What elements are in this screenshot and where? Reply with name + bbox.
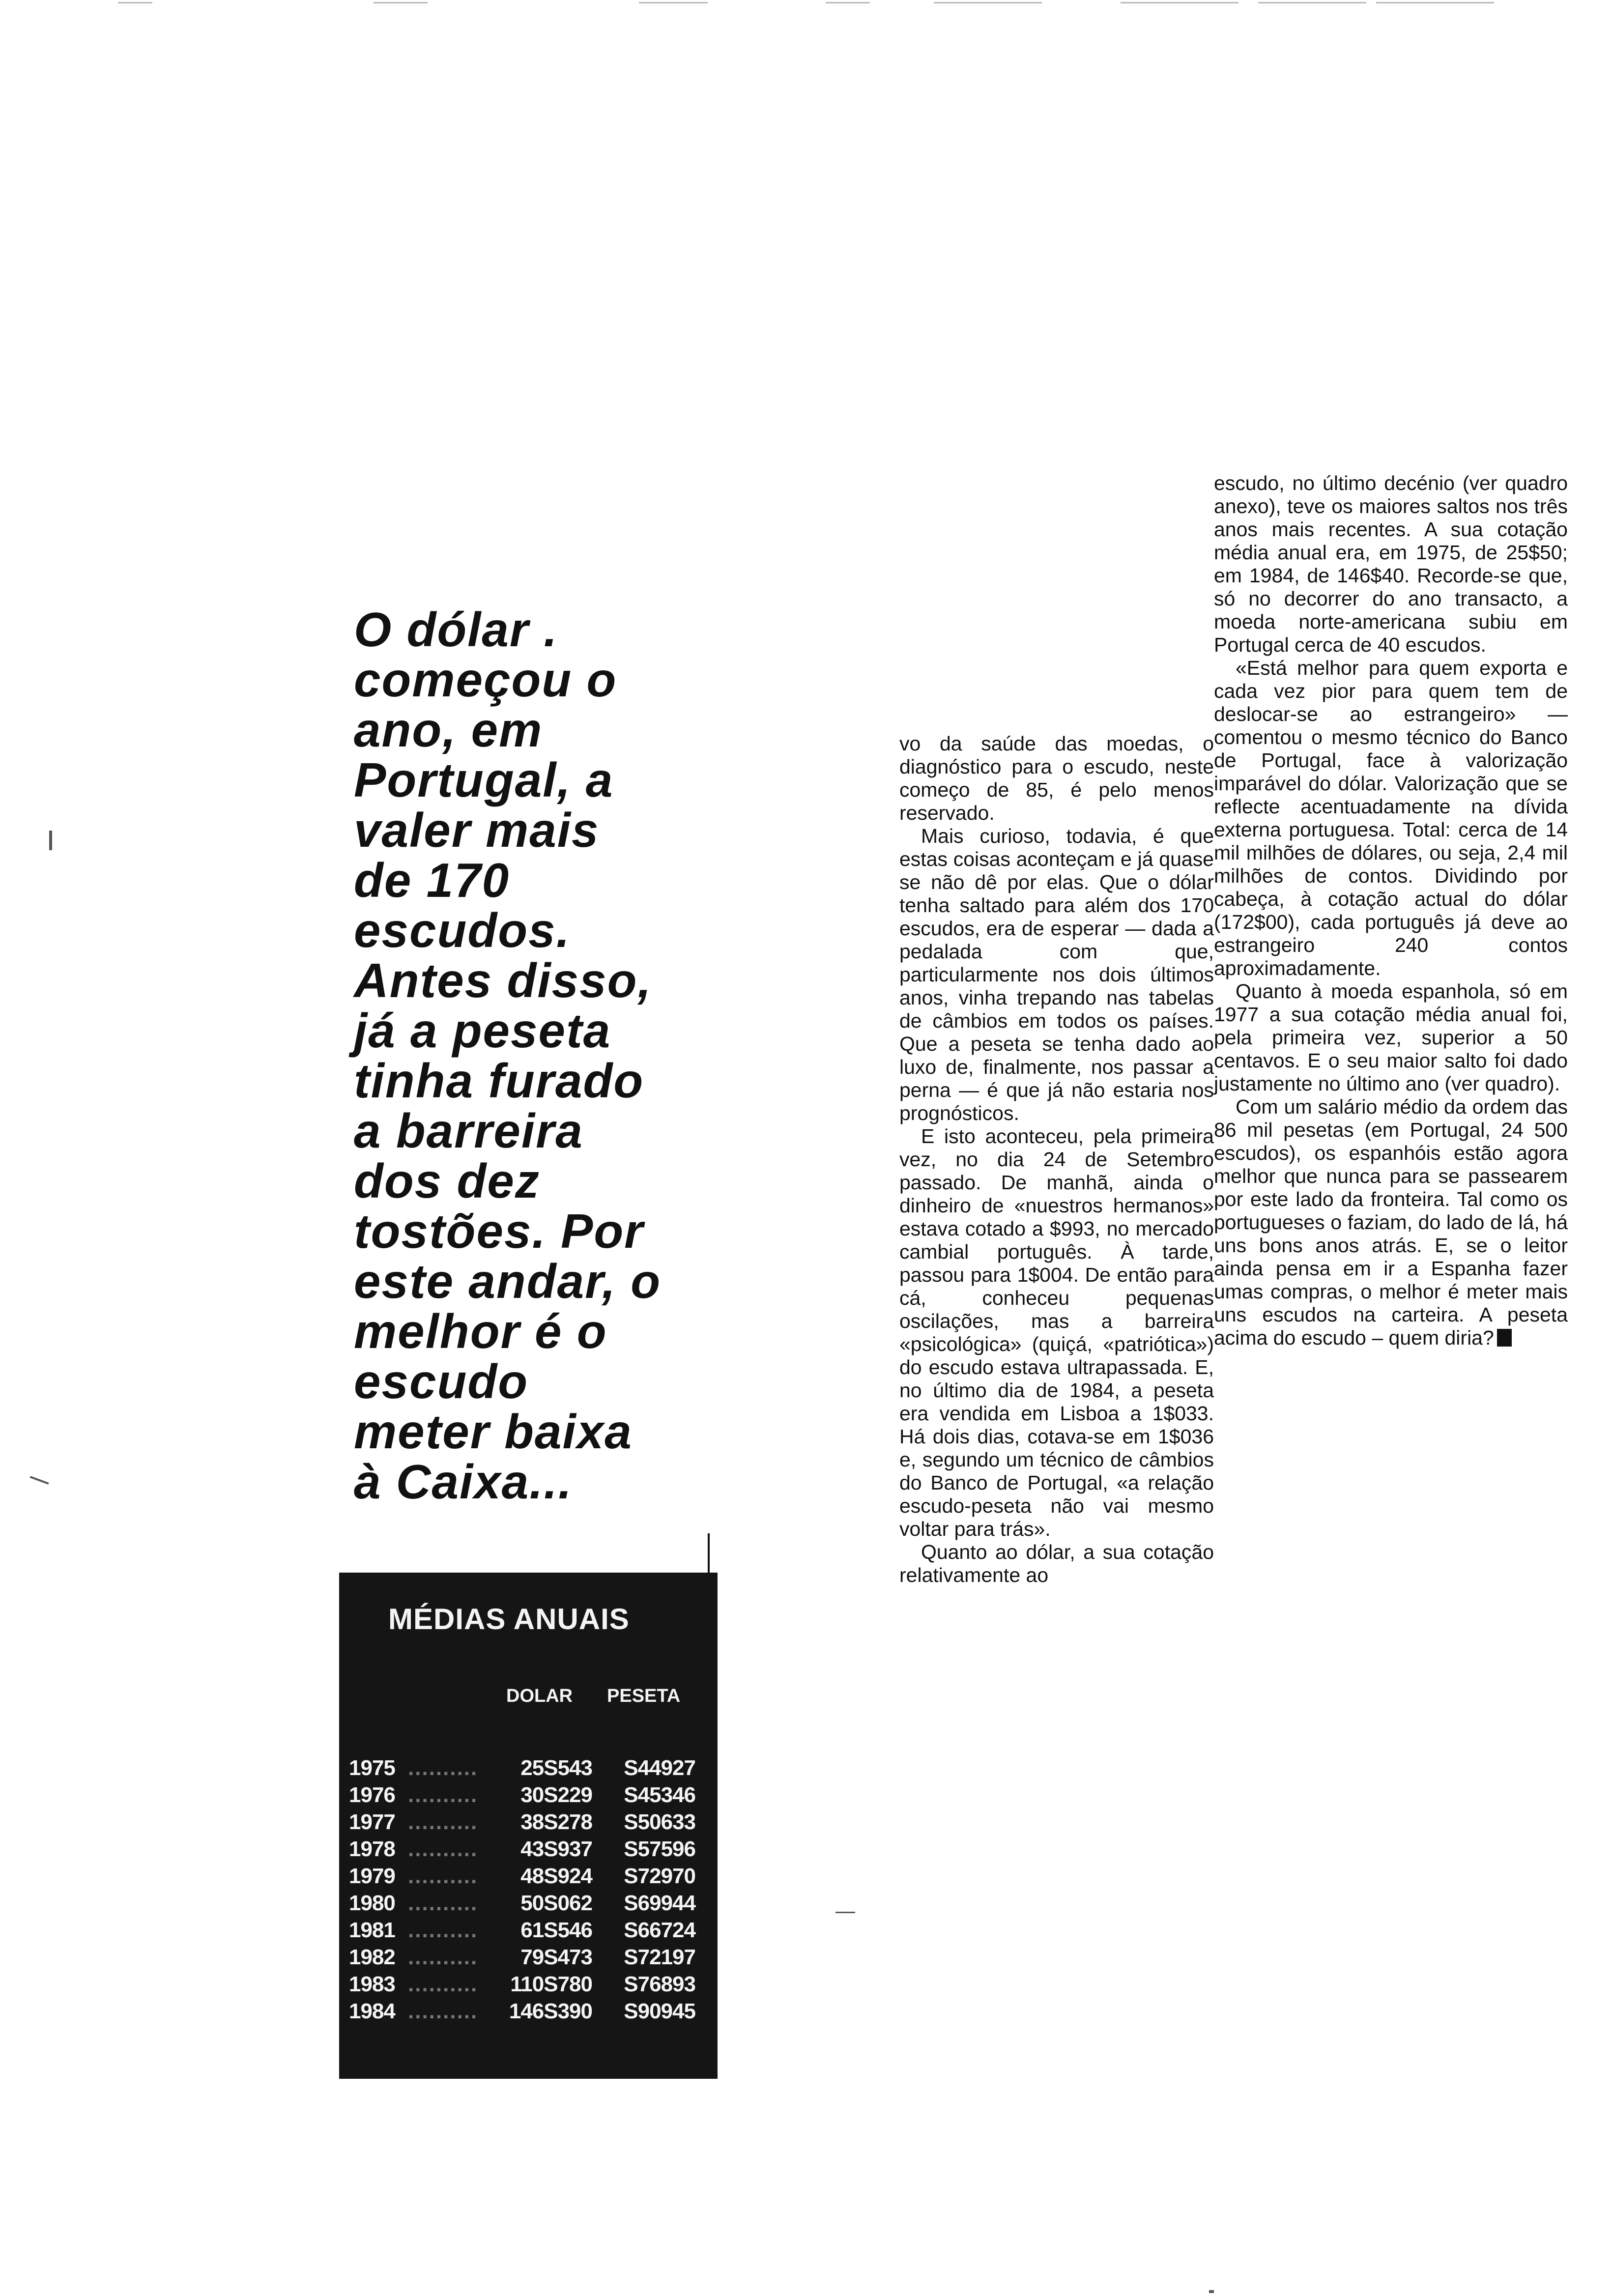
scan-artifact bbox=[639, 2, 708, 3]
pull-quote-line: escudo bbox=[354, 1354, 529, 1408]
table-row bbox=[349, 1944, 708, 1971]
year-cell: 1981 bbox=[349, 1918, 395, 1942]
scan-artifact bbox=[1121, 2, 1238, 3]
year-cell: 1975 bbox=[349, 1756, 395, 1780]
year-cell: 1979 bbox=[349, 1864, 395, 1888]
peseta-cell: S76893 bbox=[624, 1972, 695, 1996]
scan-artifact bbox=[1376, 2, 1494, 3]
scan-artifact bbox=[1258, 2, 1366, 3]
dolar-cell: 146S390 bbox=[509, 1999, 592, 2023]
pull-quote-line: a barreira bbox=[354, 1104, 583, 1158]
table-title: MÉDIAS ANUAIS bbox=[388, 1603, 630, 1636]
pull-quote-line: valer mais bbox=[354, 803, 600, 857]
scan-artifact bbox=[835, 1912, 855, 1913]
scan-artifact bbox=[49, 831, 52, 850]
year-cell: 1983 bbox=[349, 1972, 395, 1996]
pull-quote-line: de 170 bbox=[354, 853, 510, 907]
peseta-cell: S44927 bbox=[624, 1756, 695, 1780]
article-column-right bbox=[1214, 472, 1568, 1349]
table-row bbox=[349, 1890, 708, 1917]
year-cell: 1976 bbox=[349, 1783, 395, 1807]
dolar-cell: 38S278 bbox=[520, 1810, 592, 1834]
pull-quote-line: já a peseta bbox=[354, 1004, 611, 1058]
final-paragraph-text: Com um salário médio da ordem das 86 mil pesetas (em Portugal, 24 500 escudos), os espanhóis estão agora melhor que nunca para se passearem por este lado da fronteira. Tal como os portugueses o faziam, do lado de lá, há uns bons anos atrás. E, se o leitor ainda pensa em ir a Espanha fazer umas compras, o melhor é meter mais uns escudos na carteira. A peseta acima do escudo – quem diria? bbox=[1214, 1095, 1568, 1349]
pull-quote-line: começou o bbox=[354, 653, 617, 707]
pull-quote-line: ano, em bbox=[354, 703, 543, 757]
year-cell: 1980 bbox=[349, 1891, 395, 1915]
table-row bbox=[349, 1917, 708, 1944]
pull-quote-line: meter baixa bbox=[354, 1405, 633, 1459]
pull-quote-line: à Caixa... bbox=[354, 1455, 573, 1509]
table-row bbox=[349, 1971, 708, 1998]
dolar-cell: 79S473 bbox=[520, 1945, 592, 1969]
table-row bbox=[349, 1863, 708, 1890]
peseta-cell: S90945 bbox=[624, 1999, 695, 2023]
leader-dots: .......... bbox=[408, 1864, 478, 1888]
pull-quote-line: melhor é o bbox=[354, 1304, 607, 1358]
end-of-article-mark bbox=[1497, 1329, 1512, 1347]
leader-dots: .......... bbox=[408, 1972, 478, 1996]
pull-quote-line: este andar, o bbox=[354, 1254, 662, 1308]
scan-artifact bbox=[118, 2, 152, 3]
dolar-cell: 110S780 bbox=[510, 1972, 592, 1996]
scan-artifact bbox=[826, 2, 870, 3]
leader-dots: .......... bbox=[408, 1837, 478, 1861]
year-cell: 1984 bbox=[349, 1999, 395, 2023]
table-row bbox=[349, 1998, 708, 2025]
pull-quote-line: O dólar . bbox=[354, 603, 558, 657]
leader-dots: .......... bbox=[408, 1783, 478, 1807]
scan-artifact bbox=[1209, 2290, 1214, 2293]
peseta-cell: S45346 bbox=[624, 1783, 695, 1807]
table-row bbox=[349, 1781, 708, 1808]
leader-dots: .......... bbox=[408, 1891, 478, 1915]
dolar-cell: 61S546 bbox=[520, 1918, 592, 1942]
dolar-cell: 25S543 bbox=[520, 1756, 592, 1780]
year-cell: 1977 bbox=[349, 1810, 395, 1834]
peseta-cell: S50633 bbox=[624, 1810, 695, 1834]
paragraph: «Está melhor para quem exporta e cada vez pior para quem tem de deslocar-se ao estrangeiro» — comentou o mesmo técnico do Banco de Portugal, face à valorização imparável do dólar. Valorização que se reflecte acentuadamente na dívida externa portuguesa. Total: cerca de 14 mil milhões de dólares, ou seja, 2,4 mil milhões de contos. Dividindo por cabeça, à cotação actual do dólar (172$00), cada português já deve ao estrangeiro 240 contos aproximadamente. bbox=[1214, 657, 1568, 979]
table-row bbox=[349, 1836, 708, 1863]
pull-quote-line: Portugal, a bbox=[354, 753, 614, 807]
scan-artifact bbox=[30, 1476, 49, 1484]
paragraph: vo da saúde das moedas, o diagnóstico para o escudo, neste começo de 85, é pelo menos reservado. bbox=[899, 732, 1214, 824]
year-cell: 1982 bbox=[349, 1945, 395, 1969]
peseta-cell: S66724 bbox=[624, 1918, 695, 1942]
paragraph: Quanto à moeda espanhola, só em 1977 a sua cotação média anual foi, pela primeira vez, superior a 50 centavos. E o seu maior salto foi dado justamente no último ano (ver quadro). bbox=[1214, 980, 1568, 1095]
table-row bbox=[349, 1754, 708, 1781]
table-body bbox=[349, 1754, 708, 2025]
paragraph bbox=[1214, 1095, 1568, 1349]
article-column-middle bbox=[899, 732, 1214, 1587]
pull-quote-line: escudos. bbox=[354, 903, 571, 957]
peseta-cell: S72970 bbox=[624, 1864, 695, 1888]
leader-dots: .......... bbox=[408, 1945, 478, 1969]
scan-artifact bbox=[934, 2, 1042, 3]
peseta-cell: S69944 bbox=[624, 1891, 695, 1915]
dolar-cell: 50S062 bbox=[520, 1891, 592, 1915]
peseta-cell: S72197 bbox=[624, 1945, 695, 1969]
leader-dots: .......... bbox=[408, 1999, 478, 2023]
column-header-dolar: DOLAR bbox=[506, 1686, 573, 1706]
paragraph: Mais curioso, todavia, é que estas coisas aconteçam e já quase se não dê por elas. Que o dólar tenha saltado para além dos 170 escudos, era de esperar — dada a pedalada com que, particularmente nos dois últimos anos, vinha trepando nas tabelas de câmbios em todos os países. Que a peseta se tenha dado ao luxo de, finalmente, nos passar a perna — é que já não estaria nos prognósticos. bbox=[899, 825, 1214, 1124]
year-cell: 1978 bbox=[349, 1837, 395, 1861]
table-row bbox=[349, 1808, 708, 1836]
pull-quote bbox=[354, 604, 698, 1507]
column-header-peseta: PESETA bbox=[607, 1686, 681, 1706]
pull-quote-line: dos dez bbox=[354, 1154, 540, 1208]
dolar-cell: 48S924 bbox=[520, 1864, 592, 1888]
leader-dots: .......... bbox=[408, 1756, 478, 1780]
pull-quote-line: tinha furado bbox=[354, 1054, 644, 1108]
leader-dots: .......... bbox=[408, 1918, 478, 1942]
dolar-cell: 30S229 bbox=[520, 1783, 592, 1807]
column-rule bbox=[708, 1533, 710, 1573]
leader-dots: .......... bbox=[408, 1810, 478, 1834]
paragraph: E isto aconteceu, pela primeira vez, no dia 24 de Setembro passado. De manhã, ainda o dinheiro de «nuestros hermanos» estava cotado a $993, no mercado cambial português. À tarde, passou para 1$004. De então para cá, conheceu pequenas oscilações, mas a barreira «psicológica» (quiçá, «patriótica») do escudo estava ultrapassada. E, no último dia de 1984, a peseta era vendida em Lisboa a 1$033. Há dois dias, cotava-se em 1$036 e, segundo um técnico de câmbios do Banco de Portugal, «a relação escudo-peseta não vai mesmo voltar para trás». bbox=[899, 1125, 1214, 1540]
peseta-cell: S57596 bbox=[624, 1837, 695, 1861]
dolar-cell: 43S937 bbox=[520, 1837, 592, 1861]
pull-quote-line: Antes disso, bbox=[354, 953, 652, 1007]
scan-artifact bbox=[374, 2, 428, 3]
paragraph: escudo, no último decénio (ver quadro anexo), teve os maiores saltos nos três anos mais recentes. A sua cotação média anual era, em 1975, de 25$50; em 1984, de 146$40. Recorde-se que, só no decorrer do ano transacto, a moeda norte-americana subiu em Portugal cerca de 40 escudos. bbox=[1214, 472, 1568, 656]
pull-quote-line: tostões. Por bbox=[354, 1204, 644, 1258]
annual-averages-table bbox=[339, 1573, 718, 2079]
paragraph: Quanto ao dólar, a sua cotação relativamente ao bbox=[899, 1541, 1214, 1586]
